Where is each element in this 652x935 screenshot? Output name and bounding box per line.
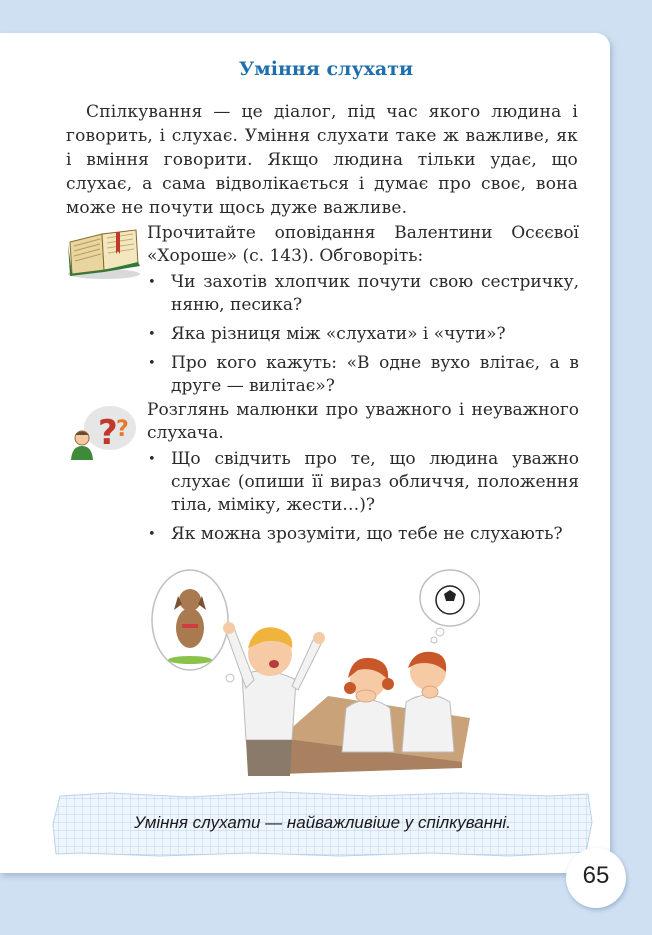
intro-paragraph: Спілкування — це діалог, під час якого людина і говорить, і слухає. Уміння слухати таке ж важливе, як і вміння говорити. Якщо людина тільки удає, що слухає, а сама відволікається і думає про своє, вона може не почути щось дуже важливе.: [66, 102, 578, 218]
children-listening-illustration: [150, 562, 480, 776]
list-item: • Чи захотів хлопчик почути свою сестричку, няню, песика?: [148, 272, 579, 315]
reading-task-bullets: [147, 271, 579, 398]
list-item: • Як можна зрозуміти, що тебе не слухають?: [148, 524, 563, 544]
svg-text:?: ?: [116, 417, 129, 442]
bullet-icon: •: [148, 327, 156, 342]
bullet-icon: •: [148, 452, 156, 467]
list-item: • Яка різниця між «слухати» і «чути»?: [148, 324, 506, 344]
discussion-task-text: Розглянь малюнки про уважного і неуважного слухача.: [147, 400, 579, 443]
discussion-task-bullets: [147, 448, 579, 546]
reading-task: [147, 222, 579, 404]
bullet-icon: •: [148, 356, 156, 371]
list-item: • Що свідчить про те, що людина уважно слухає (опиши її вираз обличчя, положення тіла, міміку, жести…)?: [148, 449, 579, 515]
bullet-icon: •: [148, 275, 156, 290]
question-person-icon: [68, 404, 140, 462]
section-title: Уміння слухати: [238, 58, 414, 80]
page-number: 65: [582, 862, 610, 889]
svg-text:?: ?: [98, 413, 118, 453]
open-book-icon: [66, 224, 142, 280]
reading-task-text: Прочитайте оповідання Валентини Осєєвої «Хороше» (с. 143). Обговоріть:: [147, 223, 579, 266]
list-item: • Про кого кажуть: «В одне вухо влітає, а в друге — вилітає»?: [148, 353, 579, 396]
summary-text: Уміння слухати — найважливіше у спілкуванні.: [134, 813, 511, 832]
bullet-icon: •: [148, 527, 156, 542]
discussion-task: [147, 399, 579, 552]
